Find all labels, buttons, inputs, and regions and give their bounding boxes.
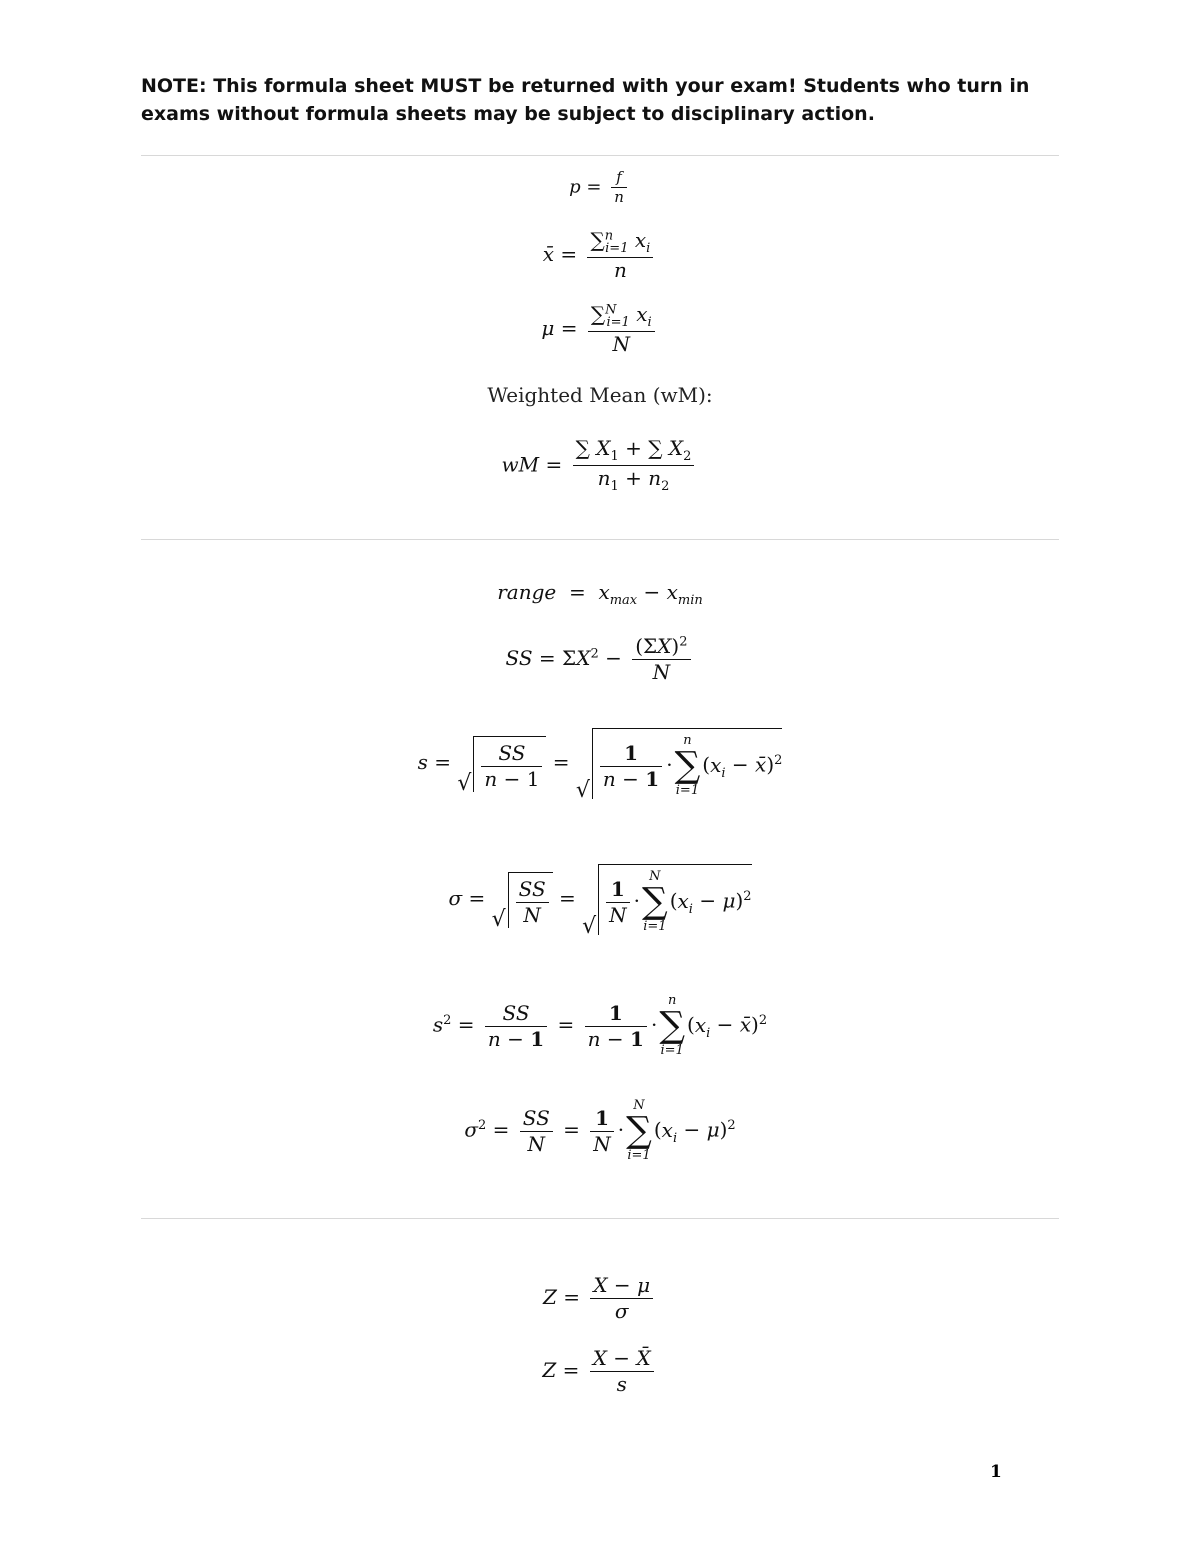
page-number: 1 xyxy=(990,1462,1002,1482)
formula-sample-variance: $s^2$ = $\frac{SS}{n - 1}$ = $\frac{1}{n - 1}$ · n ∑ i=1 ($x_i$ − x̄)$^2$ xyxy=(432,993,768,1058)
note-line-1: NOTE: This formula sheet MUST be returned with your exam! Students who turn in xyxy=(141,75,1030,97)
formula-sum-of-squares: SS = $\Sigma X^2$ − $\frac{(\Sigma X)^2}{N}$ xyxy=(0,634,1200,685)
note-line-2: exams without formula sheets may be subject to disciplinary action. xyxy=(141,103,875,125)
formula-population-mean: μ = $\frac{\sum^N_{i=1} x_i}{N}$ xyxy=(0,302,1200,357)
formula-sample-sd: s = √ $\frac{SS}{n - 1}$ = √ $\frac{1}{n - 1}$ · n ∑ i=1 ($x_i$ − x̄)$^2$ xyxy=(0,728,1200,799)
formula-z-sample: Z = $\frac{X - X̄}{s}$ xyxy=(0,1346,1200,1397)
formula-sample-mean: x̄ = $\frac{\sum^n_{i=1} x_i}{n}$ xyxy=(0,228,1200,283)
formula-proportion: p = $\frac{f}{n}$ xyxy=(0,168,1200,207)
formula-weighted-mean: wM = $\frac{\sum X_1 + \sum X_2}{n_1 + n_2}$ xyxy=(0,436,1200,496)
formula-population-sd: σ = √ $\frac{SS}{N}$ = √ $\frac{1}{N}$ · N ∑ i=1 $(x_i - \mu)^2$ xyxy=(0,864,1200,935)
divider-3 xyxy=(141,1218,1059,1219)
formula-z-population: Z = $\frac{X - \mu}{\sigma}$ xyxy=(0,1273,1200,1324)
formula-range: range = $x_{max} - x_{min}$ xyxy=(497,580,703,608)
divider-1 xyxy=(141,155,1059,156)
weighted-mean-label: Weighted Mean (wM): xyxy=(487,383,713,407)
exam-note xyxy=(141,72,1041,128)
divider-2 xyxy=(141,539,1059,540)
formula-population-variance: $\sigma^2$ = $\frac{SS}{N}$ = $\frac{1}{N}$ · N ∑ i=1 $(x_i - \mu)^2$ xyxy=(464,1098,736,1163)
